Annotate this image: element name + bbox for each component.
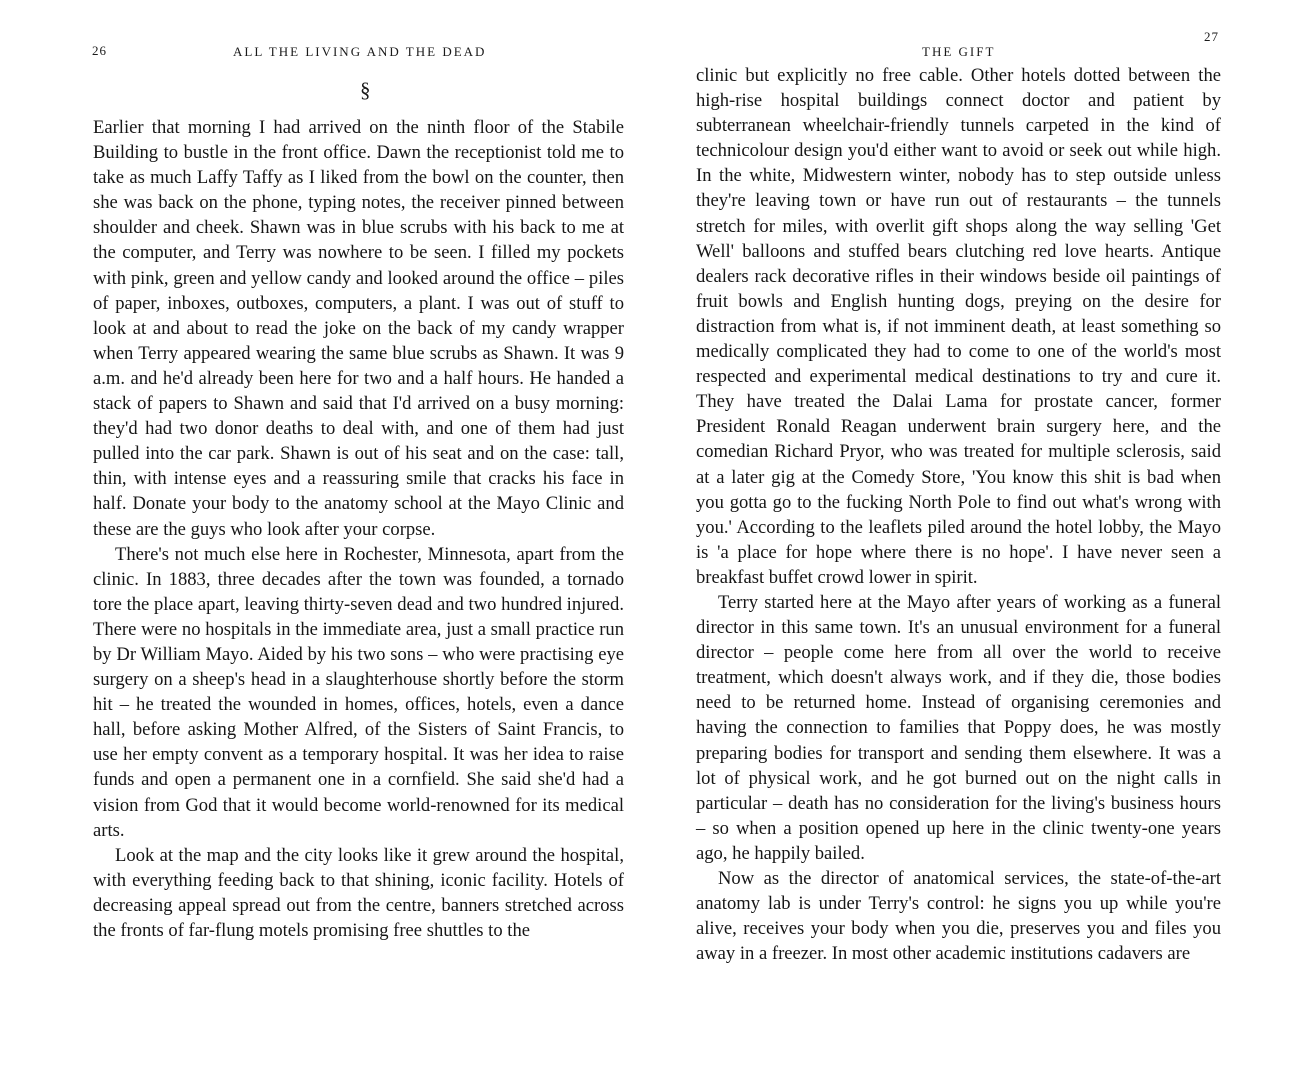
left-paragraph-3: Look at the map and the city looks like it grew around the hospital, with everything feeding back to that shining, iconic facility. Hotels of decreasing appeal spread out from the centre, banners stretched across the fronts of far-flung motels promising free shuttles to the (93, 844, 624, 941)
right-page (658, 0, 1316, 1080)
left-paragraph-2: There's not much else here in Rochester, Minnesota, apart from the clinic. In 1883, three decades after the town was founded, a tornado tore the place apart, leaving thirty-seven dead and two hundred injured. There were no hospitals in the immediate area, just a small practice run by Dr William Mayo. Aided by his two sons – who were practising eye surgery on a sheep's head in a slaughterhouse shortly before the storm hit – he treated the wounded in homes, offices, hotels, even a dance hall, before asking Mother Alfred, of the Sisters of Saint Francis, to use her empty convent as a temporary hospital. It was her idea to raise funds and open a permanent one in a cornfield. She said she'd had a vision from God that it would become world-renowned for its medical arts. (93, 543, 624, 841)
left-running-head: ALL THE LIVING AND THE DEAD (233, 44, 487, 59)
right-paragraph-2: Terry started here at the Mayo after years of working as a funeral director in this same town. It's an unusual environment for a funeral director – people come here from all over the world to receive treatment, which doesn't always work, and if they die, those bodies need to be returned home. Instead of organising ceremonies and having the connection to families that Poppy does, he was mostly preparing bodies for transport and sending them elsewhere. It was a lot of physical work, and he got burned out on the night calls in particular – death has no consideration for the living's business hours – so when a position opened up here in the clinic twenty-one years ago, he happily bailed. (696, 591, 1221, 864)
right-paragraph-1: clinic but explicitly no free cable. Other hotels dotted between the high-rise hospital buildings connect doctor and patient by subterranean wheelchair-friendly tunnels carpeted in the kind of technicolour design you'd either want to avoid or seek out while high. In the white, Midwestern winter, nobody has to step outside unless they're leaving town or have run out of restaurants – the tunnels stretch for miles, with overlit gift shops along the way selling 'Get Well' balloons and stuffed bears clutching red love hearts. Antique dealers rack decorative rifles in their windows beside oil paintings of fruit bowls and English hunting dogs, preying on the desire for distraction from what is, if not imminent death, at least something so medically complicated they had to come to one of the world's most respected and experimental medical destinations to try and cure it. They have treated the Dalai Lama for prostate cancer, former President Ronald Reagan underwent brain surgery here, and the comedian Richard Pryor, who was treated for multiple sclerosis, said at a later gig at the Comedy Store, 'You know this shit is bad when you gotta go to the fucking North Pole to find out what's wrong with you.' According to the leaflets piled around the hotel lobby, the Mayo is 'a place for hope where there is no hope'. I have never seen a breakfast buffet crowd lower in spirit. (696, 65, 1221, 588)
right-paragraph-3: Now as the director of anatomical services, the state-of-the-art anatomy lab is under Terry's control: he signs you up while you're alive, receives your body when you die, preserves you and files you away in a freezer. In most other academic institutions cadavers are (696, 868, 1221, 965)
right-body-text (696, 63, 1221, 966)
right-running-head: THE GIFT (922, 44, 996, 59)
left-paragraph-1: Earlier that morning I had arrived on the ninth floor of the Stabile Building to bustle in the front office. Dawn the receptionist told me to take as much Laffy Taffy as I liked from the bowl on the counter, then she was back on the phone, typing notes, the receiver pinned between shoulder and cheek. Shawn was in blue scrubs with his back to me at the computer, and Terry was nowhere to be seen. I filled my pockets with pink, green and yellow candy and looked around the office – piles of paper, inboxes, outboxes, computers, a plant. I was out of stuff to look at and about to read the joke on the back of my candy wrapper when Terry appeared wearing the same blue scrubs as Shawn. It was 9 a.m. and he'd already been here for two and a half hours. He handed a stack of papers to Shawn and said that I'd arrived on a busy morning: they'd had two donor deaths to deal with, and one of them had just pulled into the car park. Shawn is out of his seat and on the case: tall, thin, with intense eyes and a reassuring smile that cracks his face in half. Donate your body to the anatomy school at the Mayo Clinic and these are the guys who look after your corpse. (93, 117, 624, 540)
left-body-text (93, 115, 624, 943)
left-page-number: 26 (92, 43, 107, 58)
right-page-number: 27 (1204, 29, 1219, 44)
section-mark: § (360, 78, 371, 102)
